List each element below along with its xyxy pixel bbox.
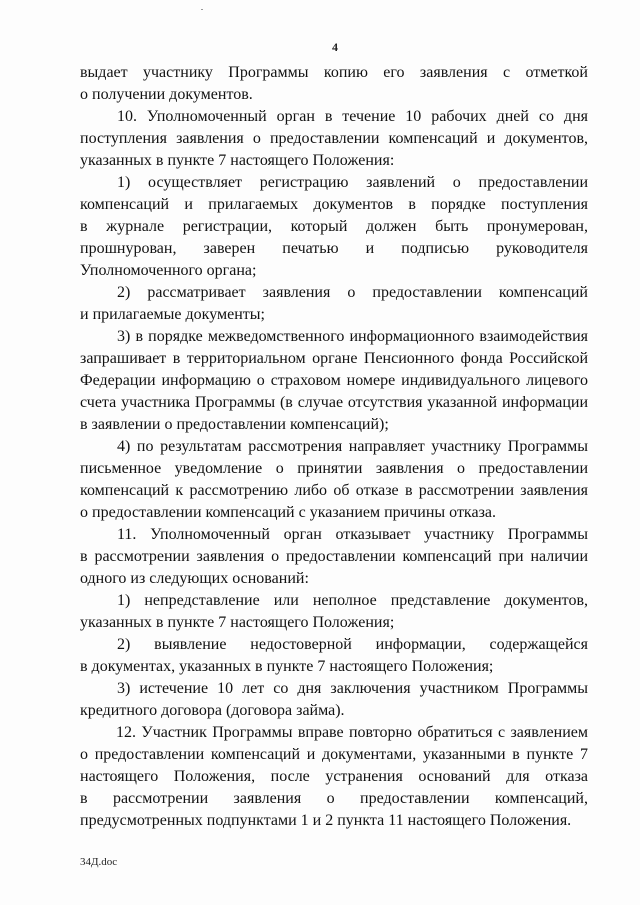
text-line: в рассмотрении заявления о предоставлении компенсаций при наличии	[80, 548, 588, 565]
subitem-2-line: 2) выявление недостоверной информации, содержащейся	[117, 636, 588, 653]
text-line: письменное уведомление о принятии заявления о предоставлении	[80, 460, 588, 477]
scan-speck	[201, 9, 203, 10]
document-body	[80, 62, 588, 832]
text-line: запрашивает в территориальном органе Пенсионного фонда Российской	[80, 350, 588, 367]
text-line: и прилагаемые документы;	[80, 306, 265, 323]
text-line: компенсаций к рассмотрению либо об отказе в рассмотрении заявления	[80, 482, 588, 499]
text-line: кредитного договора (договора займа).	[80, 702, 345, 719]
subitem-3-line: 3) истечение 10 лет со дня заключения участником Программы	[117, 680, 588, 697]
paragraph-10-line: 10. Уполномоченный орган в течение 10 рабочих дней со дня	[117, 108, 588, 125]
text-line: в заявлении о предоставлении компенсаций);	[80, 416, 389, 433]
paragraph-12-line: 12. Участник Программы вправе повторно обратиться с заявлением	[116, 724, 588, 741]
text-line: Уполномоченного органа;	[80, 262, 257, 279]
subitem-2-line: 2) рассматривает заявления о предоставлении компенсаций	[117, 284, 588, 301]
text-line: о получении документов.	[80, 86, 253, 103]
subitem-1-line: 1) непредставление или неполное представление документов,	[117, 592, 588, 609]
text-line: предусмотренных подпунктами 1 и 2 пункта 11 настоящего Положения.	[80, 812, 572, 829]
text-line: компенсаций и прилагаемых документов в порядке поступления	[80, 196, 588, 213]
text-line: в документах, указанных в пункте 7 настоящего Положения;	[80, 658, 494, 675]
text-line: в рассмотрении заявления о предоставлении компенсаций,	[80, 790, 588, 807]
text-line: выдает участнику Программы копию его заявления с отметкой	[80, 64, 588, 81]
text-line: настоящего Положения, после устранения оснований для отказа	[80, 768, 588, 785]
paragraph-11-line: 11. Уполномоченный орган отказывает участнику Программы	[117, 526, 588, 543]
text-line: указанных в пункте 7 настоящего Положения:	[80, 152, 395, 169]
subitem-1-line: 1) осуществляет регистрацию заявлений о предоставлении	[117, 174, 588, 191]
text-line: поступления заявления о предоставлении компенсаций и документов,	[80, 130, 588, 147]
page-number: 4	[332, 40, 338, 54]
text-line: о предоставлении компенсаций и документами, указанными в пункте 7	[80, 746, 588, 763]
subitem-3-line: 3) в порядке межведомственного информационного взаимодействия	[117, 328, 588, 345]
text-line: прошнурован, заверен печатью и подписью руководителя	[80, 240, 588, 257]
text-line: одного из следующих оснований:	[80, 570, 309, 587]
subitem-4-line: 4) по результатам рассмотрения направляет участнику Программы	[117, 438, 588, 455]
text-line: счета участника Программы (в случае отсутствия указанной информации	[80, 394, 588, 411]
text-line: Федерации информацию о страховом номере индивидуального лицевого	[80, 372, 588, 389]
text-line: указанных в пункте 7 настоящего Положения;	[80, 614, 395, 631]
text-line: о предоставлении компенсаций с указанием причины отказа.	[80, 504, 496, 521]
text-line: в журнале регистрации, который должен быть пронумерован,	[80, 218, 588, 235]
footer-filename: 34Д.doc	[80, 856, 118, 868]
